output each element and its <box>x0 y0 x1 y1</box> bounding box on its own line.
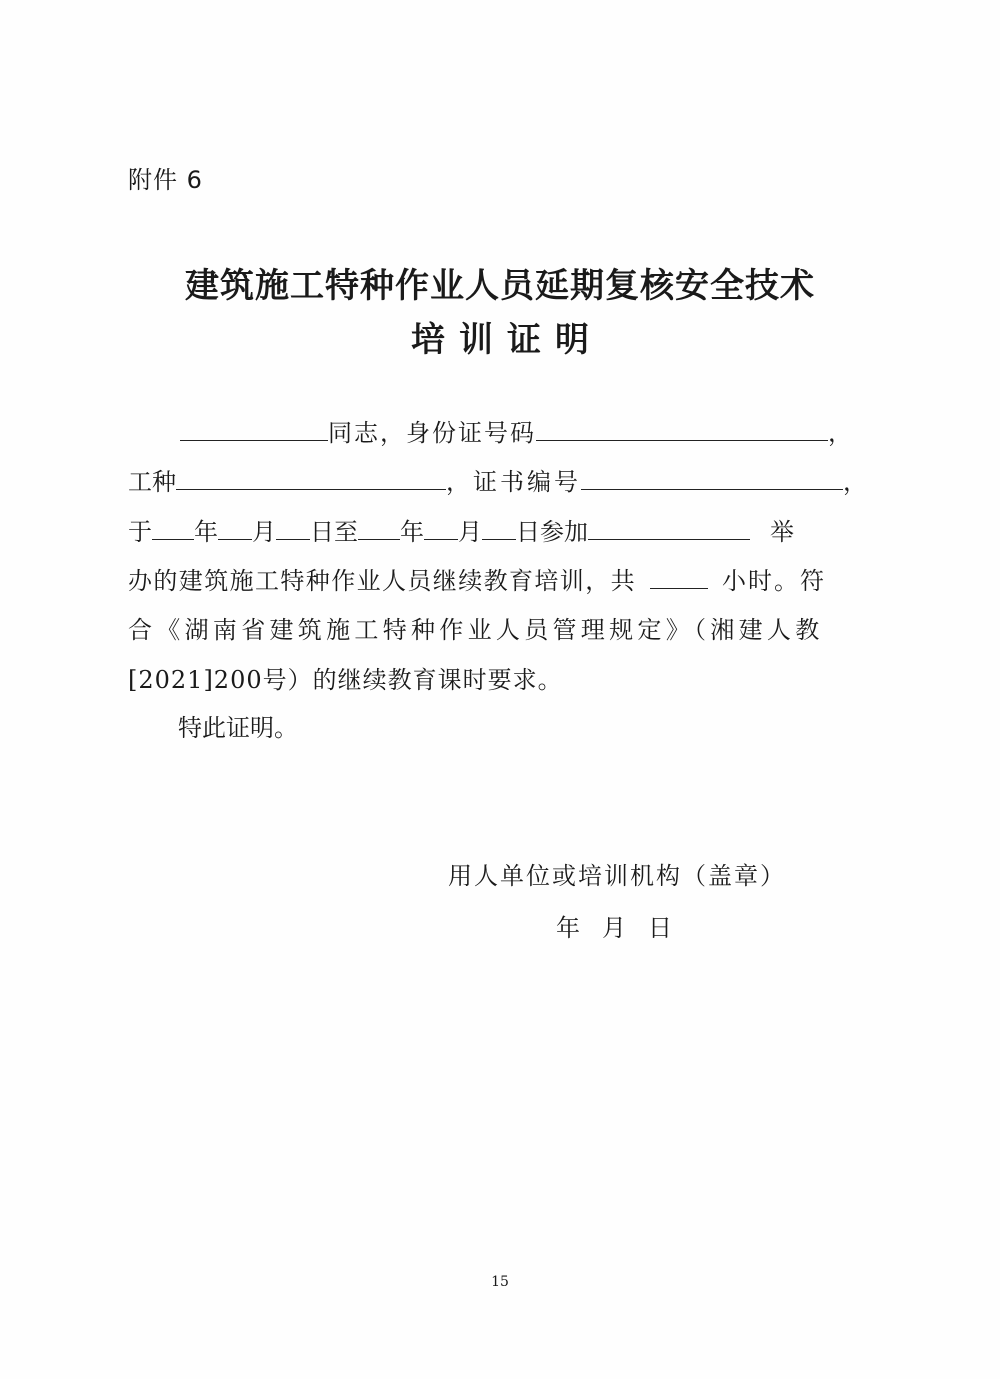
text-year: 年 <box>400 518 424 546</box>
start-month-blank[interactable] <box>218 511 252 540</box>
certify-text: 特此证明。 <box>178 714 298 742</box>
signature-org: 用人单位或培训机构（盖章） <box>448 862 786 890</box>
text-day-attend: 日参加 <box>516 518 588 546</box>
end-year-blank[interactable] <box>358 511 400 540</box>
text-month: 月 <box>458 518 482 546</box>
id-label: 同志，身份证号码 <box>328 419 536 447</box>
training-text: 办的建筑施工特种作业人员继续教育培训，共 <box>128 567 636 595</box>
body-line-3 <box>128 511 868 551</box>
body-line-4 <box>128 560 868 600</box>
date-month: 月 <box>602 914 626 942</box>
text-year: 年 <box>194 518 218 546</box>
comma: ， <box>843 468 867 496</box>
name-blank[interactable] <box>180 412 328 441</box>
requirement-text: [2021]200号）的继续教育课时要求。 <box>128 666 563 694</box>
body-line-2 <box>128 461 868 501</box>
body-line-7 <box>128 708 868 748</box>
trade-label: 工种 <box>128 468 176 496</box>
start-year-blank[interactable] <box>152 511 194 540</box>
date-day: 日 <box>648 914 672 942</box>
id-number-blank[interactable] <box>536 412 828 441</box>
text-ju: 举 <box>770 518 794 546</box>
document-title-line1: 建筑施工特种作业人员延期复核安全技术 <box>185 266 815 306</box>
text-month: 月 <box>252 518 276 546</box>
comma: ， <box>828 419 852 447</box>
body-line-6 <box>128 660 868 700</box>
document-title-line2: 培训证明 <box>411 320 603 360</box>
start-day-blank[interactable] <box>276 511 310 540</box>
regulation-text: 合《湖南省建筑施工特种作业人员管理规定》（湘建人教 <box>128 616 824 644</box>
text-day-to: 日至 <box>310 518 358 546</box>
page-number: 15 <box>491 1274 509 1290</box>
cert-label: ，证书编号 <box>446 468 581 496</box>
end-day-blank[interactable] <box>482 511 516 540</box>
trade-blank[interactable] <box>176 461 446 490</box>
body-line-1 <box>128 412 868 452</box>
body-line-5 <box>128 610 868 650</box>
date-year: 年 <box>556 914 580 942</box>
organizer-blank[interactable] <box>588 511 750 540</box>
attachment-label: 附件 6 <box>128 166 203 194</box>
signature-date <box>556 908 694 943</box>
end-month-blank[interactable] <box>424 511 458 540</box>
text-yu: 于 <box>128 518 152 546</box>
hours-text: 小时。符 <box>722 567 826 595</box>
hours-blank[interactable] <box>650 560 708 589</box>
cert-number-blank[interactable] <box>581 461 843 490</box>
